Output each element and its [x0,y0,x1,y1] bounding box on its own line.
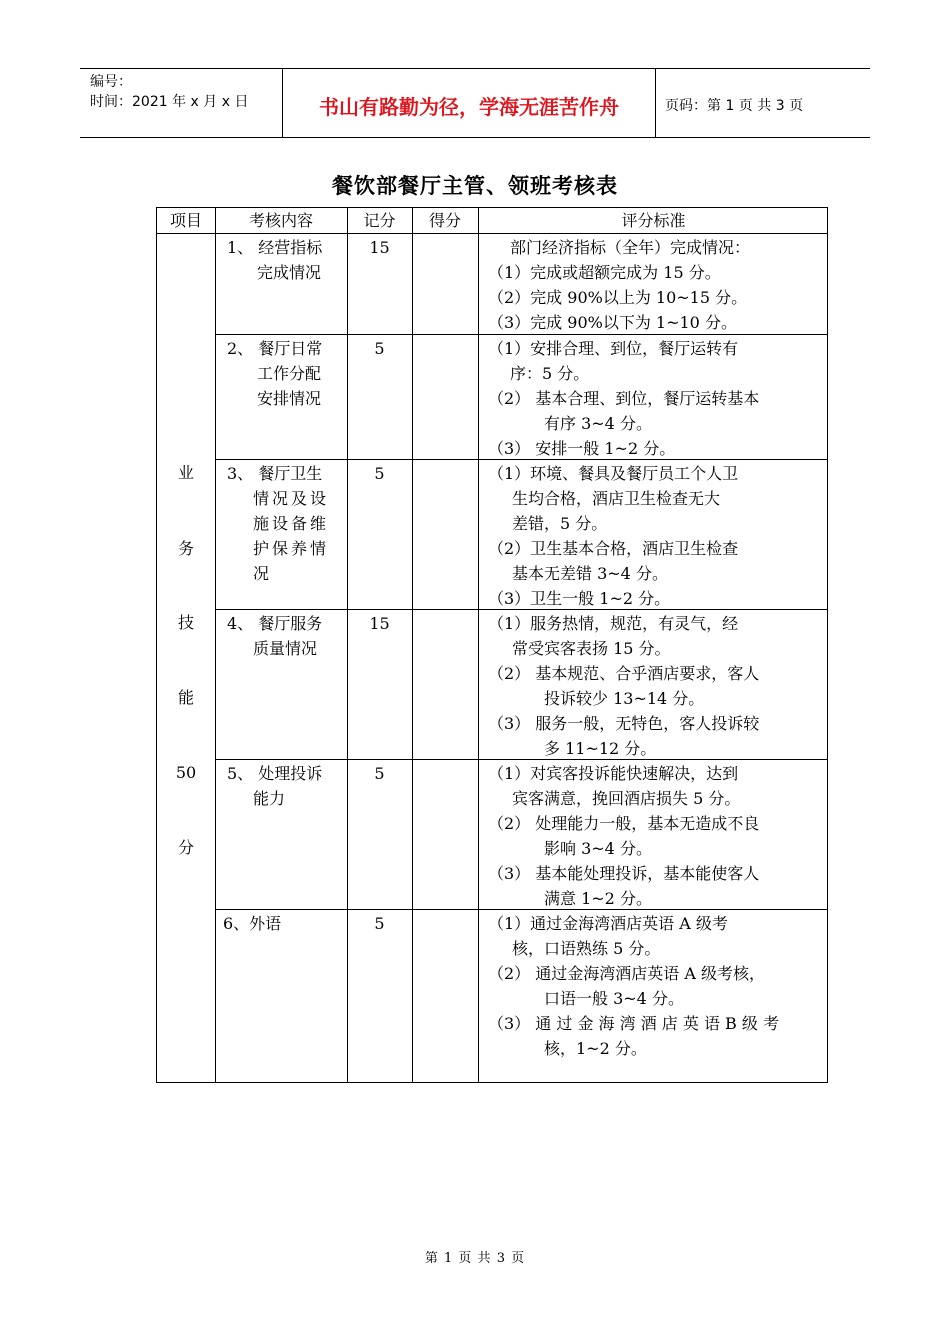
table-row-criteria: （1）通过金海湾酒店英语 A 级考 核，口语熟练 5 分。 （2） 通过金海湾酒店英语 A 级考核， 口语一般 3~4 分。 （3） 通 过 金 海 湾 酒 店 英 语 B 级 考 核，1~2 分。 [488,914,779,1058]
table-row-content: 1、 经营指标 完成情况 [227,238,323,282]
table-row-points: 5 [374,764,385,783]
table-row-criteria: 部门经济指标（全年）完成情况： （1）完成或超额完成为 15 分。 （2）完成 90%以上为 10~15 分。 （3）完成 90%以下为 1~10 分。 [488,238,751,332]
section-label-char: 50 [175,763,197,782]
table-divider [478,208,479,1082]
section-label-char: 能 [177,688,194,707]
section-label-char: 技 [177,613,194,632]
table-row-content: 2、 餐厅日常 工作分配 安排情况 [227,339,323,408]
header-score: 得分 [428,211,461,230]
table-row-points: 5 [374,914,385,933]
table-row-criteria: （1）安排合理、到位，餐厅运转有 序：5 分。 （2） 基本合理、到位，餐厅运转基本 有序 3~4 分。 （3） 安排一般 1~2 分。 [488,339,760,458]
header-motto: 书山有路勤为径，学海无涯苦作舟 [282,69,656,137]
table-row-points: 5 [374,339,385,358]
table-row-content: 6、外语 [223,914,282,933]
table-row-content: 4、 餐厅服务 质量情况 [227,614,323,658]
page-header [80,68,870,138]
document-date-label: 时间：2021 年 x 月 x 日 [90,94,249,110]
header-points: 记分 [363,211,396,230]
header-criteria: 评分标准 [621,211,686,230]
table-row-points: 15 [369,238,390,257]
header-page-number: 页码：第 1 页 共 3 页 [665,98,804,114]
table-row-criteria: （1）环境、餐具及餐厅员工个人卫 生均合格，酒店卫生检查无大 差错，5 分。 （2）卫生基本合格，酒店卫生检查 基本无差错 3~4 分。 （3）卫生一般 1~2 分。 [488,464,739,608]
page-footer: 第 1 页 共 3 页 [424,1251,526,1266]
section-label-char: 业 [177,463,194,482]
document-number-label: 编号： [90,74,132,90]
assessment-table [156,207,828,1083]
header-content: 考核内容 [248,211,313,230]
table-row-content: 5、 处理投诉 能力 [227,764,323,808]
section-label-char: 务 [177,539,194,558]
document-title: 餐饮部餐厅主管、领班考核表 [332,174,618,198]
table-row-criteria: （1）对宾客投诉能快速解决，达到 宾客满意，挽回酒店损失 5 分。 （2） 处理能力一般，基本无造成不良 影响 3~4 分。 （3） 基本能处理投诉，基本能使客人 满意 1~2 分。 [488,764,760,908]
table-row-criteria: （1）服务热情，规范，有灵气，经 常受宾客表扬 15 分。 （2） 基本规范、合乎酒店要求，客人 投诉较少 13~14 分。 （3） 服务一般，无特色，客人投诉较 多 11~12 分。 [488,614,760,758]
header-meta [80,69,282,137]
table-row-points: 5 [374,464,385,483]
section-label-char: 分 [177,838,194,857]
table-divider [215,208,216,1082]
header-item: 项目 [169,211,202,230]
table-divider [412,208,413,1082]
table-row-points: 15 [369,614,390,633]
table-row-content: 3、 餐厅卫生 情况及设 施设备维 护保养情 况 [227,464,330,583]
